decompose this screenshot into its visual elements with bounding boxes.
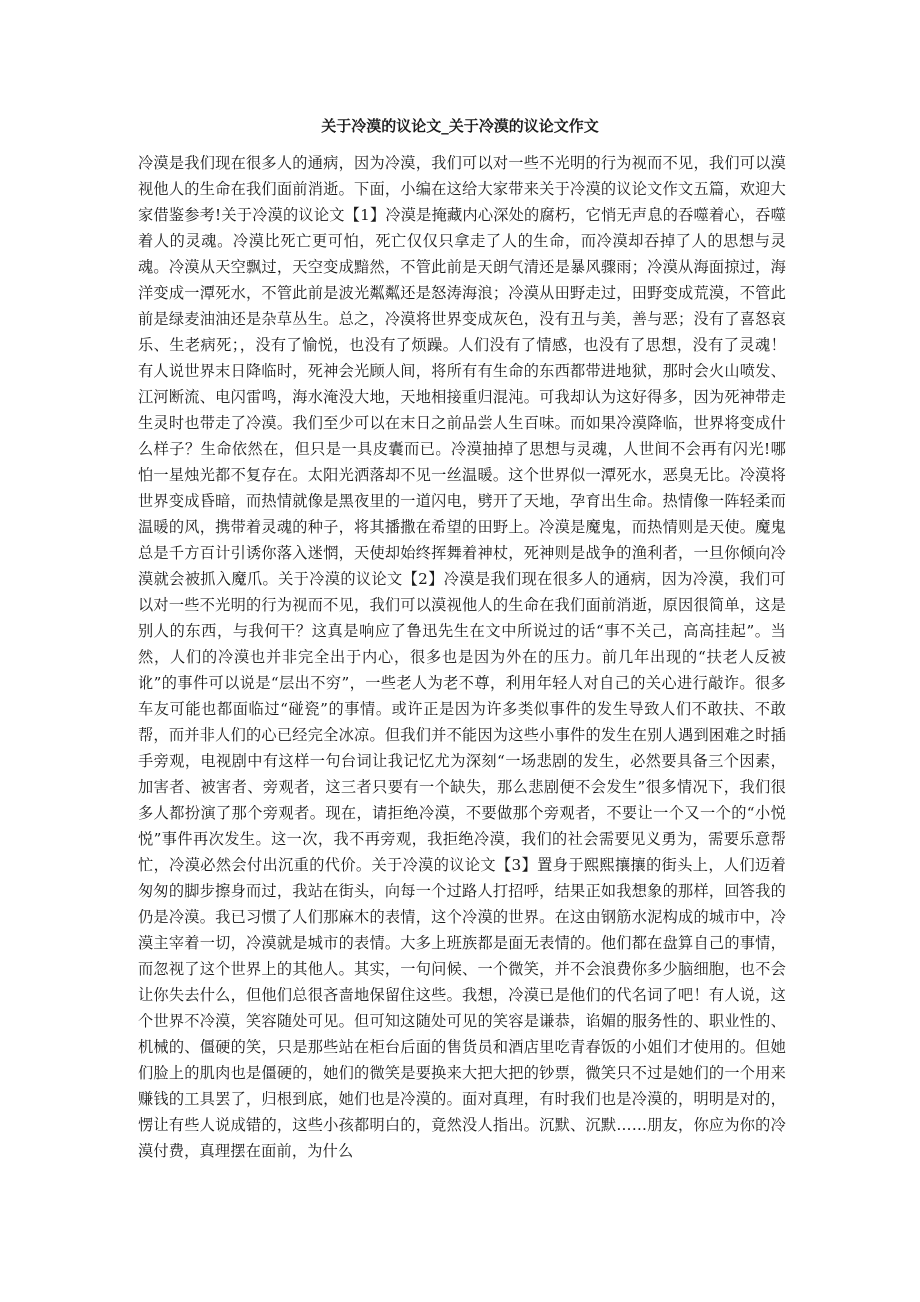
- document-body-text: 冷漠是我们现在很多人的通病，因为冷漠，我们可以对一些不光明的行为视而不见，我们可以漠视他人的生命在我们面前消逝。下面，小编在这给大家带来关于冷漠的议论文作文五篇，欢迎大家借鉴参考!关于冷漠的议论文【1】冷漠是掩藏内心深处的腐朽，它悄无声息的吞噬着心，吞噬着人的灵魂。冷漠比死亡更可怕，死亡仅仅只拿走了人的生命，而冷漠却吞掉了人的思想与灵魂。冷漠从天空飘过，天空变成黯然，不管此前是天朗气清还是暴风骤雨；冷漠从海面掠过，海洋变成一潭死水，不管此前是波光粼粼还是怒涛海浪；冷漠从田野走过，田野变成荒漠，不管此前是绿麦油油还是杂草丛生。总之，冷漠将世界变成灰色，没有丑与美，善与恶；没有了喜怒哀乐、生老病死；，没有了愉悦，也没有了烦躁。人们没有了情感，也没有了思想，没有了灵魂！有人说世界末日降临时，死神会光顾人间，将所有有生命的东西都带进地狱，那时会火山喷发、江河断流、电闪雷鸣，海水淹没大地，天地相接重归混沌。可我却认为这好得多，因为死神带走生灵时也带走了冷漠。我们至少可以在末日之前品尝人生百味。而如果冷漠降临，世界将变成什么样子？生命依然在，但只是一具皮囊而已。冷漠抽掉了思想与灵魂，人世间不会再有闪光!哪怕一星烛光都不复存在。太阳光洒落却不见一丝温暖。这个世界似一潭死水，恶臭无比。冷漠将世界变成昏暗，而热情就像是黑夜里的一道闪电，劈开了天地，孕育出生命。热情像一阵轻柔而温暖的风，携带着灵魂的种子，将其播撒在希望的田野上。冷漠是魔鬼，而热情则是天使。魔鬼总是千方百计引诱你落入迷惘，天使却始终挥舞着神杖，死神则是战争的渔利者，一旦你倾向冷漠就会被抓入魔爪。关于冷漠的议论文【2】冷漠是我们现在很多人的通病，因为冷漠，我们可以对一些不光明的行为视而不见，我们可以漠视他人的生命在我们面前消逝，原因很简单，这是别人的东西，与我何干？这真是响应了鲁迅先生在文中所说过的话“事不关己，高高挂起”。当然，人们的冷漠也并非完全出于内心，很多也是因为外在的压力。前几年出现的“扶老人反被讹”的事件可以说是“层出不穷”，一些老人为老不尊，利用年轻人对自己的关心进行敲诈。很多车友可能也都面临过“碰瓷”的事情。或许正是因为许多类似事件的发生导致人们不敢扶、不敢帮，而并非人们的心已经完全冰凉。但我们并不能因为这些小事件的发生在别人遇到困难之时插手旁观，电视剧中有这样一句台词让我记忆尤为深刻“一场悲剧的发生，必然要具备三个因素，加害者、被害者、旁观者，这三者只要有一个缺失，那么悲剧便不会发生”很多情况下，我们很多人都扮演了那个旁观者。现在，请拒绝冷漠，不要做那个旁观者，不要让一个又一个的“小悦悦”事件再次发生。这一次，我不再旁观，我拒绝冷漠，我们的社会需要见义勇为，需要乐意帮忙，冷漠必然会付出沉重的代价。关于冷漠的议论文【3】置身于熙熙攘攘的街头上，人们迈着匆匆的脚步擦身而过，我站在街头，向每一个过路人打招呼，结果正如我想象的那样，回答我的仍是冷漠。我已习惯了人们那麻木的表情，这个冷漠的世界。在这由钢筋水泥构成的城市中，冷漠主宰着一切，冷漠就是城市的表情。大多上班族都是面无表情的。他们都在盘算自己的事情，而忽视了这个世界上的其他人。其实，一句问候、一个微笑，并不会浪费你多少脑细胞，也不会让你失去什么，但他们总很吝啬地保留住这些。我想，冷漠已是他们的代名词了吧！有人说，这个世界不冷漠，笑容随处可见。但可知这随处可见的笑容是谦恭，谄媚的服务性的、职业性的、机械的、僵硬的笑，只是那些站在柜台后面的售货员和酒店里吃青春饭的小姐们才使用的。但她们脸上的肌肉也是僵硬的，她们的微笑是要换来大把大把的钞票，微笑只不过是她们的一个用来赚钱的工具罢了，归根到底，她们也是冷漠的。面对真理，有时我们也是冷漠的，明明是对的，愣让有些人说成错的，这些小孩都明白的，竟然没人指出。沉默、沉默……朋友，你应为你的冷漠付费，真理摆在面前，为什么: [138, 154, 786, 1160]
- document-title: 关于冷漠的议论文_关于冷漠的议论文作文: [321, 117, 599, 135]
